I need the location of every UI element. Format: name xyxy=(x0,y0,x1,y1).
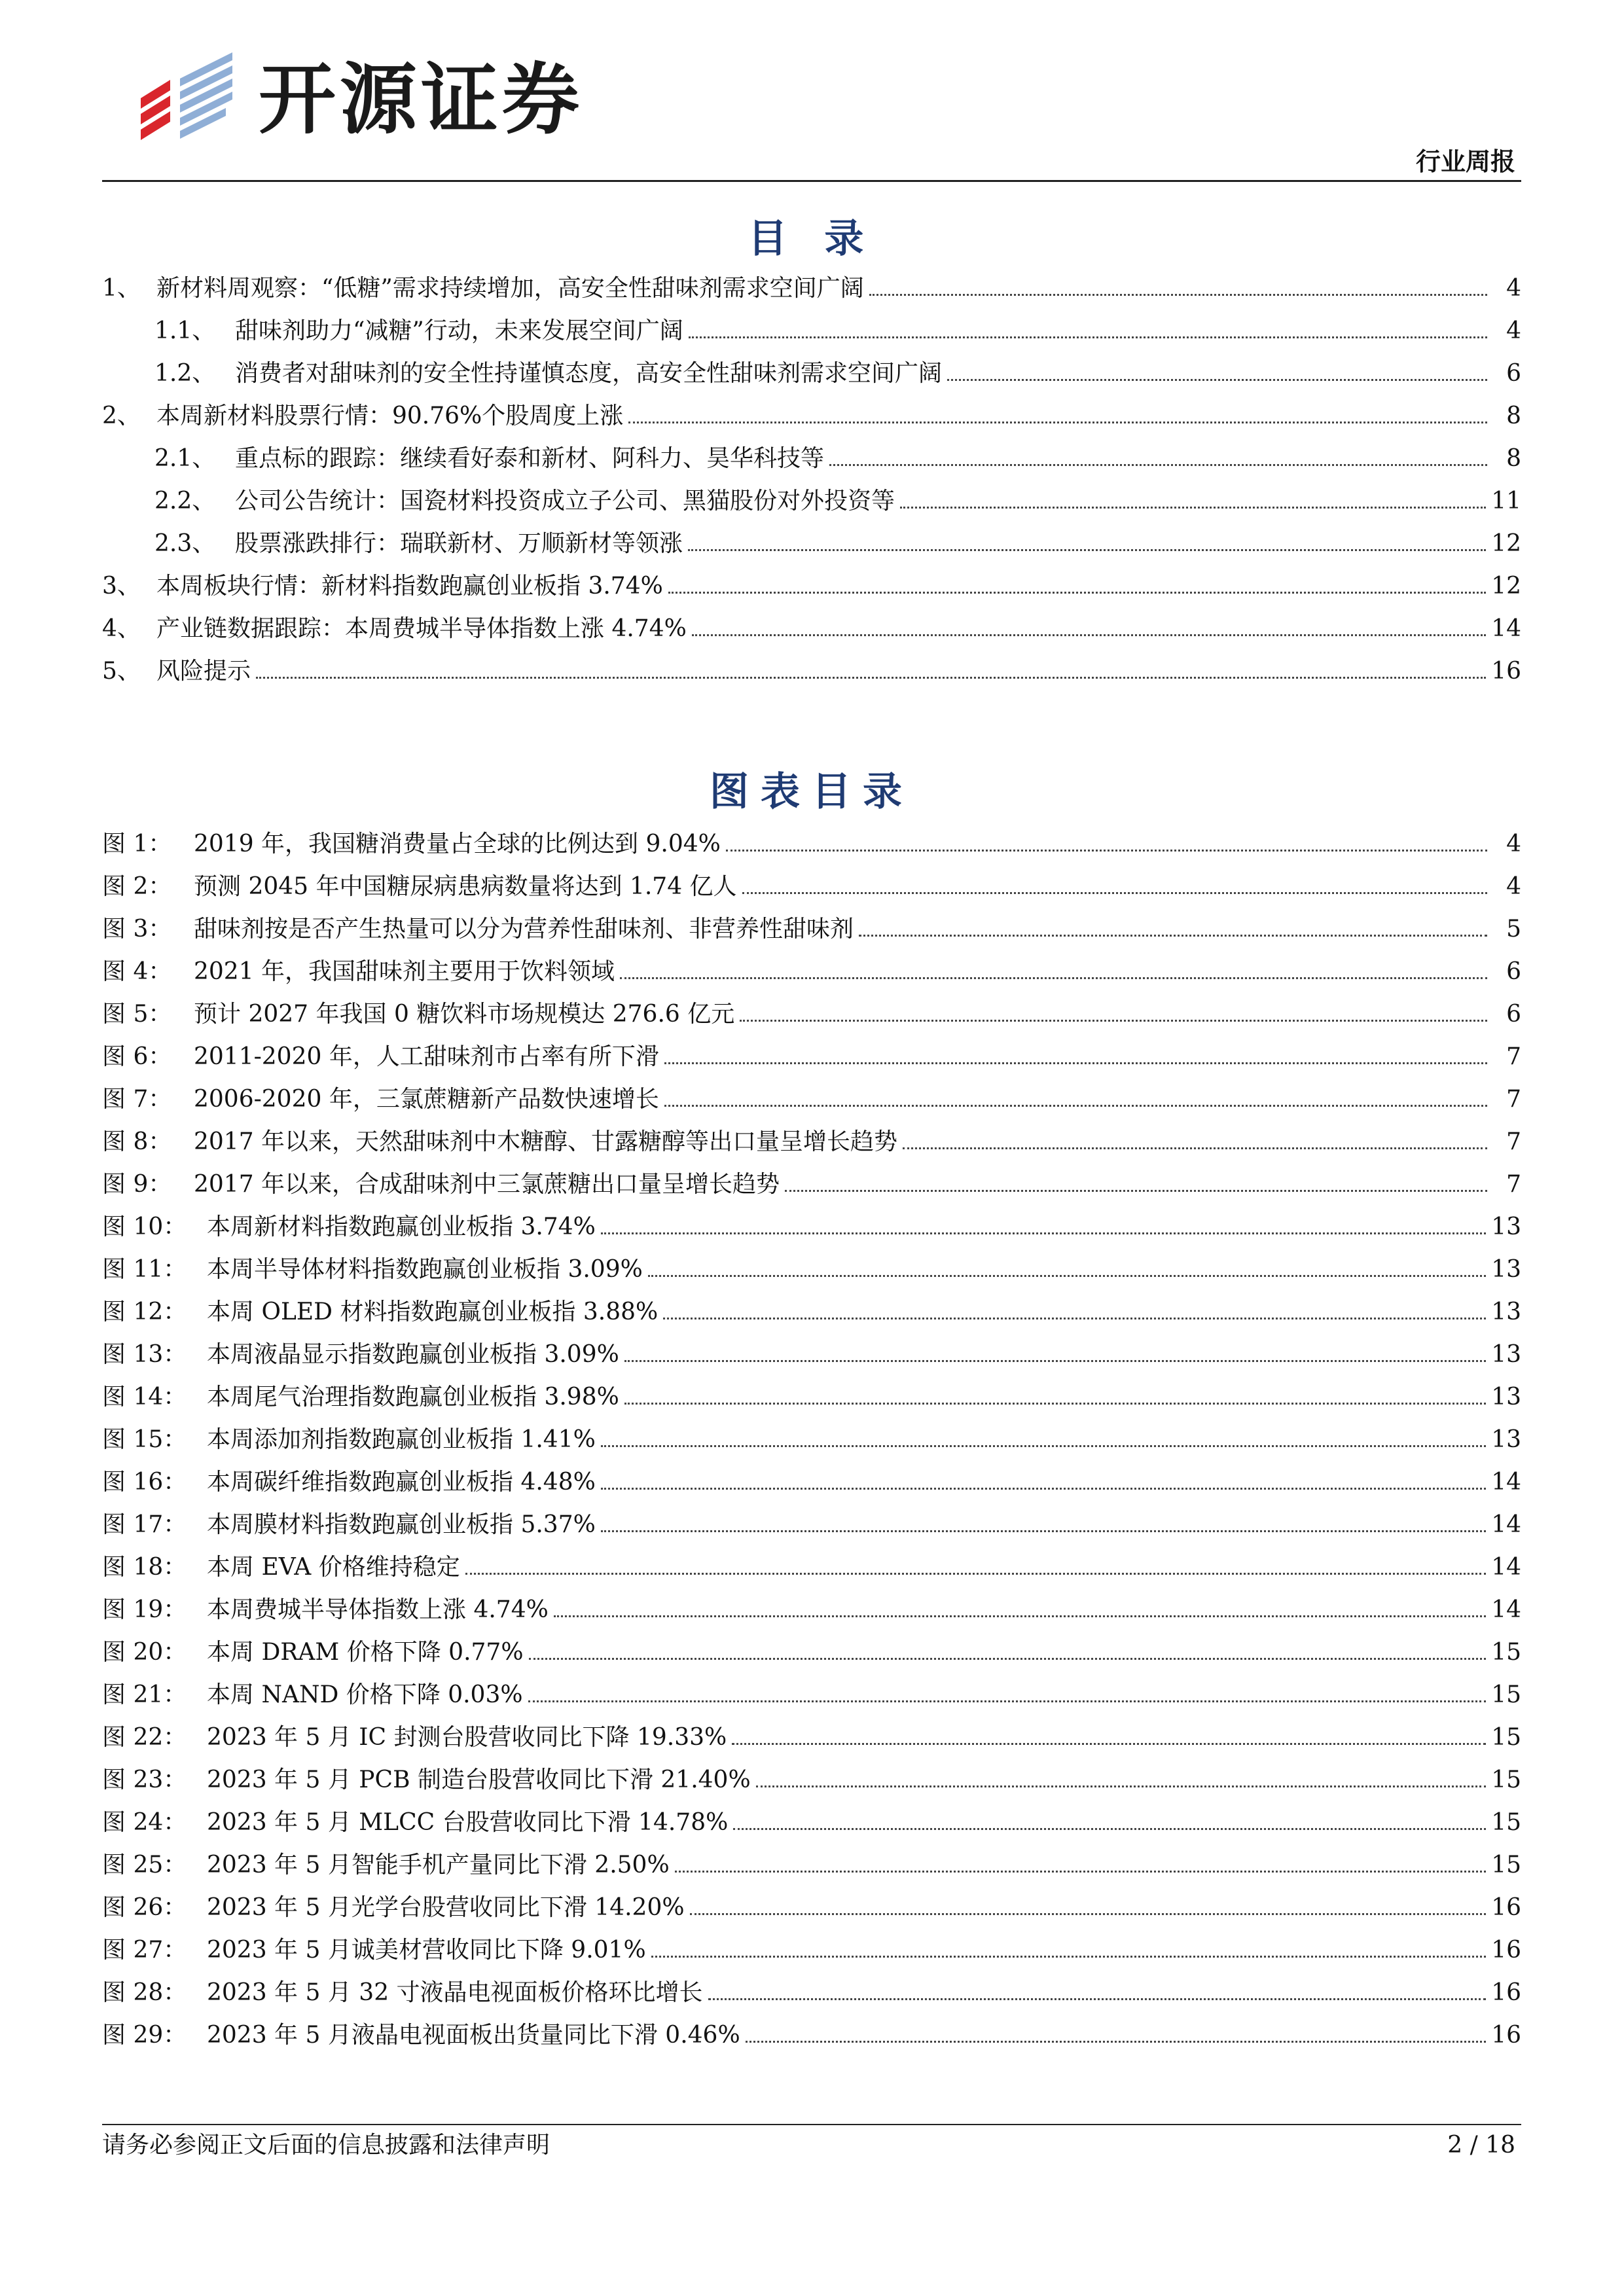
figure-entry[interactable] xyxy=(102,1801,1521,1844)
entry-page-number: 14 xyxy=(1491,1553,1521,1581)
entry-page-number: 16 xyxy=(1491,1893,1521,1921)
entry-page-number: 5 xyxy=(1506,915,1521,942)
entry-title[interactable]: 2023 年 5 月光学台股营收同比下滑 14.20% xyxy=(207,1893,685,1921)
dot-leader xyxy=(529,1658,1487,1660)
entry-title[interactable]: 本周碳纤维指数跑赢创业板指 4.48% xyxy=(207,1468,596,1496)
kaiyuan-logo-icon xyxy=(134,52,239,144)
toc-title: 目 录 xyxy=(748,216,876,262)
dot-leader xyxy=(648,1275,1486,1277)
figure-entry[interactable] xyxy=(102,1291,1521,1333)
dot-leader xyxy=(465,1573,1486,1575)
entry-page-number: 8 xyxy=(1506,402,1521,429)
dot-leader xyxy=(601,1488,1486,1490)
entry-title[interactable]: 本周 NAND 价格下降 0.03% xyxy=(207,1681,523,1708)
entry-number: 图 22： xyxy=(102,1723,187,1751)
entry-page-number: 15 xyxy=(1491,1851,1521,1878)
entry-page-number: 7 xyxy=(1506,1085,1521,1113)
entry-number: 1、 xyxy=(102,274,141,302)
entry-title[interactable]: 公司公告统计：国瓷材料投资成立子公司、黑猫股份对外投资等 xyxy=(235,487,895,514)
dot-leader xyxy=(708,1998,1487,2000)
entry-page-number: 4 xyxy=(1506,830,1521,857)
entry-page-number: 4 xyxy=(1506,317,1521,344)
dot-leader xyxy=(869,294,1487,296)
dot-leader xyxy=(688,549,1486,551)
dot-leader xyxy=(746,2041,1487,2043)
entry-number: 图 25： xyxy=(102,1851,187,1878)
entry-title[interactable]: 新材料周观察：“低糖”需求持续增加，高安全性甜味剂需求空间广阔 xyxy=(156,274,864,302)
dot-leader xyxy=(601,1445,1486,1447)
dot-leader xyxy=(689,336,1487,338)
entry-page-number: 16 xyxy=(1491,1936,1521,1964)
entry-number: 1.1、 xyxy=(154,317,216,344)
entry-number: 图 3： xyxy=(102,915,172,942)
entry-page-number: 14 xyxy=(1491,1511,1521,1538)
dot-leader xyxy=(756,1785,1487,1787)
entry-page-number: 14 xyxy=(1491,615,1521,642)
figure-entry[interactable] xyxy=(102,1503,1521,1546)
dot-leader xyxy=(742,892,1487,894)
entry-title[interactable]: 2023 年 5 月 32 寸液晶电视面板价格环比增长 xyxy=(207,1979,703,2006)
entry-number: 图 14： xyxy=(102,1383,187,1410)
entry-title[interactable]: 预计 2027 年我国 0 糖饮料市场规模达 276.6 亿元 xyxy=(194,1000,735,1028)
table-of-contents xyxy=(102,267,1521,692)
entry-number: 图 23： xyxy=(102,1766,187,1793)
entry-page-number: 12 xyxy=(1491,529,1521,557)
entry-number: 图 26： xyxy=(102,1893,187,1921)
entry-title[interactable]: 本周膜材料指数跑赢创业板指 5.37% xyxy=(207,1511,596,1538)
dot-leader xyxy=(726,850,1487,852)
entry-number: 图 4： xyxy=(102,958,172,985)
toc-entry[interactable] xyxy=(102,267,1521,310)
figure-entry[interactable] xyxy=(102,1716,1521,1759)
figure-entry[interactable] xyxy=(102,865,1521,908)
entry-page-number: 6 xyxy=(1506,958,1521,985)
dot-leader xyxy=(528,1700,1487,1702)
entry-page-number: 11 xyxy=(1491,487,1521,514)
figures-title: 图表目录 xyxy=(710,769,914,815)
entry-number: 2.2、 xyxy=(154,487,216,514)
footer-divider xyxy=(102,2124,1521,2125)
figure-entry[interactable] xyxy=(102,908,1521,950)
entry-title[interactable]: 股票涨跌排行：瑞联新材、万顺新材等领涨 xyxy=(235,529,683,557)
entry-title[interactable]: 本周半导体材料指数跑赢创业板指 3.09% xyxy=(207,1255,643,1283)
entry-page-number: 6 xyxy=(1506,1000,1521,1028)
entry-page-number: 4 xyxy=(1506,872,1521,900)
dot-leader xyxy=(620,977,1487,979)
entry-title[interactable]: 2021 年，我国甜味剂主要用于饮料领域 xyxy=(194,958,615,985)
entry-number: 图 21： xyxy=(102,1681,187,1708)
entry-title[interactable]: 甜味剂按是否产生热量可以分为营养性甜味剂、非营养性甜味剂 xyxy=(194,915,854,942)
report-type-label: 行业周报 xyxy=(1415,147,1515,176)
toc-entry[interactable] xyxy=(102,480,1521,522)
figure-entry[interactable] xyxy=(102,1035,1521,1078)
entry-title[interactable]: 2006-2020 年，三氯蔗糖新产品数快速增长 xyxy=(194,1085,659,1113)
figure-entry[interactable] xyxy=(102,1206,1521,1248)
entry-number: 图 16： xyxy=(102,1468,187,1496)
dot-leader xyxy=(624,1360,1486,1362)
figure-entry[interactable] xyxy=(102,950,1521,993)
entry-page-number: 15 xyxy=(1491,1766,1521,1793)
entry-title[interactable]: 重点标的跟踪：继续看好泰和新材、阿科力、昊华科技等 xyxy=(235,444,825,472)
entry-number: 3、 xyxy=(102,572,141,600)
dot-leader xyxy=(675,1871,1487,1873)
figure-entry[interactable] xyxy=(102,1546,1521,1588)
figure-entry[interactable] xyxy=(102,1248,1521,1291)
entry-title[interactable]: 2023 年 5 月智能手机产量同比下滑 2.50% xyxy=(207,1851,670,1878)
entry-title[interactable]: 2023 年 5 月诚美材营收同比下降 9.01% xyxy=(207,1936,646,1964)
entry-page-number: 15 xyxy=(1491,1723,1521,1751)
disclaimer-text: 请务必参阅正文后面的信息披露和法律声明 xyxy=(102,2132,550,2159)
toc-entry[interactable] xyxy=(102,395,1521,437)
entry-title[interactable]: 本周液晶显示指数跑赢创业板指 3.09% xyxy=(207,1340,619,1368)
entry-title[interactable]: 2011-2020 年，人工甜味剂市占率有所下滑 xyxy=(194,1043,659,1070)
entry-number: 图 20： xyxy=(102,1638,187,1666)
dot-leader xyxy=(785,1190,1487,1192)
entry-page-number: 15 xyxy=(1491,1808,1521,1836)
entry-page-number: 16 xyxy=(1491,2021,1521,2049)
figure-entry[interactable] xyxy=(102,2014,1521,2056)
entry-page-number: 6 xyxy=(1506,359,1521,387)
dot-leader xyxy=(692,634,1486,636)
entry-title[interactable]: 产业链数据跟踪：本周费城半导体指数上涨 4.74% xyxy=(156,615,687,642)
entry-number: 图 1： xyxy=(102,830,172,857)
dot-leader xyxy=(732,1743,1486,1745)
figure-entry[interactable] xyxy=(102,1418,1521,1461)
entry-number: 图 5： xyxy=(102,1000,172,1028)
entry-page-number: 7 xyxy=(1506,1043,1521,1070)
entry-page-number: 13 xyxy=(1491,1298,1521,1325)
entry-page-number: 13 xyxy=(1491,1426,1521,1453)
entry-number: 图 7： xyxy=(102,1085,172,1113)
entry-title[interactable]: 消费者对甜味剂的安全性持谨慎态度，高安全性甜味剂需求空间广阔 xyxy=(235,359,943,387)
entry-page-number: 14 xyxy=(1491,1468,1521,1496)
figure-entry[interactable] xyxy=(102,1163,1521,1206)
entry-title[interactable]: 预测 2045 年中国糖尿病患病数量将达到 1.74 亿人 xyxy=(194,872,737,900)
dot-leader xyxy=(664,1062,1487,1064)
entry-number: 图 11： xyxy=(102,1255,187,1283)
figure-entry[interactable] xyxy=(102,1333,1521,1376)
entry-page-number: 15 xyxy=(1491,1638,1521,1666)
dot-leader xyxy=(664,1105,1487,1107)
entry-number: 图 29： xyxy=(102,2021,187,2049)
toc-entry[interactable] xyxy=(102,522,1521,565)
entry-number: 图 19： xyxy=(102,1596,187,1623)
dot-leader xyxy=(668,592,1486,594)
entry-number: 1.2、 xyxy=(154,359,216,387)
entry-title[interactable]: 本周 EVA 价格维持稳定 xyxy=(207,1553,460,1581)
entry-number: 图 27： xyxy=(102,1936,187,1964)
entry-title[interactable]: 2019 年，我国糖消费量占全球的比例达到 9.04% xyxy=(194,830,721,857)
entry-title[interactable]: 本周新材料股票行情：90.76%个股周度上涨 xyxy=(156,402,624,429)
figure-entry[interactable] xyxy=(102,1759,1521,1801)
entry-number: 图 6： xyxy=(102,1043,172,1070)
figure-entry[interactable] xyxy=(102,1121,1521,1163)
entry-title[interactable]: 本周新材料指数跑赢创业板指 3.74% xyxy=(207,1213,596,1240)
entry-number: 图 13： xyxy=(102,1340,187,1368)
entry-number: 2.3、 xyxy=(154,529,216,557)
entry-title[interactable]: 本周费城半导体指数上涨 4.74% xyxy=(207,1596,549,1623)
figure-entry[interactable] xyxy=(102,1844,1521,1886)
entry-page-number: 13 xyxy=(1491,1255,1521,1283)
page-header xyxy=(0,0,1624,183)
entry-title[interactable]: 本周尾气治理指数跑赢创业板指 3.98% xyxy=(207,1383,619,1410)
entry-page-number: 8 xyxy=(1506,444,1521,472)
entry-page-number: 16 xyxy=(1491,657,1521,685)
entry-page-number: 12 xyxy=(1491,572,1521,600)
entry-page-number: 7 xyxy=(1506,1128,1521,1155)
figure-list xyxy=(102,823,1521,2056)
entry-number: 图 9： xyxy=(102,1170,172,1198)
dot-leader xyxy=(628,422,1487,423)
entry-title[interactable]: 本周板块行情：新材料指数跑赢创业板指 3.74% xyxy=(156,572,663,600)
entry-title[interactable]: 风险提示 xyxy=(156,657,251,685)
toc-entry[interactable] xyxy=(102,650,1521,692)
entry-title[interactable]: 2023 年 5 月液晶电视面板出货量同比下滑 0.46% xyxy=(207,2021,740,2049)
dot-leader xyxy=(733,1828,1486,1830)
entry-number: 2.1、 xyxy=(154,444,216,472)
entry-page-number: 13 xyxy=(1491,1340,1521,1368)
entry-page-number: 13 xyxy=(1491,1213,1521,1240)
entry-number: 图 12： xyxy=(102,1298,187,1325)
dot-leader xyxy=(740,1020,1487,1022)
entry-title[interactable]: 本周 DRAM 价格下降 0.77% xyxy=(207,1638,524,1666)
dot-leader xyxy=(947,379,1487,381)
entry-number: 4、 xyxy=(102,615,141,642)
dot-leader xyxy=(903,1147,1487,1149)
figure-entry[interactable] xyxy=(102,1631,1521,1674)
dot-leader xyxy=(256,677,1486,679)
entry-title[interactable]: 2023 年 5 月 MLCC 台股营收同比下滑 14.78% xyxy=(207,1808,729,1836)
entry-title[interactable]: 2017 年以来，合成甜味剂中三氯蔗糖出口量呈增长趋势 xyxy=(194,1170,780,1198)
entry-number: 图 10： xyxy=(102,1213,187,1240)
dot-leader xyxy=(554,1615,1486,1617)
entry-page-number: 13 xyxy=(1491,1383,1521,1410)
figure-entry[interactable] xyxy=(102,993,1521,1035)
entry-title[interactable]: 2023 年 5 月 IC 封测台股营收同比下降 19.33% xyxy=(207,1723,727,1751)
entry-page-number: 14 xyxy=(1491,1596,1521,1623)
dot-leader xyxy=(624,1403,1486,1405)
entry-title[interactable]: 2023 年 5 月 PCB 制造台股营收同比下滑 21.40% xyxy=(207,1766,751,1793)
toc-entry[interactable] xyxy=(102,310,1521,352)
figure-entry[interactable] xyxy=(102,1674,1521,1716)
dot-leader xyxy=(663,1318,1486,1319)
dot-leader xyxy=(900,507,1486,509)
toc-entry[interactable] xyxy=(102,352,1521,395)
entry-number: 2、 xyxy=(102,402,141,429)
entry-number: 图 8： xyxy=(102,1128,172,1155)
page-number: 2 / 18 xyxy=(1447,2132,1515,2159)
entry-number: 图 28： xyxy=(102,1979,187,2006)
entry-number: 5、 xyxy=(102,657,141,685)
toc-entry[interactable] xyxy=(102,565,1521,607)
entry-page-number: 15 xyxy=(1491,1681,1521,1708)
entry-number: 图 24： xyxy=(102,1808,187,1836)
entry-number: 图 18： xyxy=(102,1553,187,1581)
brand-name: 开源证券 xyxy=(259,54,584,145)
dot-leader xyxy=(601,1530,1486,1532)
figure-entry[interactable] xyxy=(102,1588,1521,1631)
dot-leader xyxy=(601,1232,1486,1234)
dot-leader xyxy=(651,1956,1487,1958)
figure-entry[interactable] xyxy=(102,1971,1521,2014)
figure-entry[interactable] xyxy=(102,1929,1521,1971)
toc-entry[interactable] xyxy=(102,437,1521,480)
entry-title[interactable]: 甜味剂助力“减糖”行动，未来发展空间广阔 xyxy=(235,317,683,344)
entry-number: 图 2： xyxy=(102,872,172,900)
figure-entry[interactable] xyxy=(102,1886,1521,1929)
entry-number: 图 15： xyxy=(102,1426,187,1453)
figure-entry[interactable] xyxy=(102,1376,1521,1418)
entry-page-number: 16 xyxy=(1491,1979,1521,2006)
entry-page-number: 7 xyxy=(1506,1170,1521,1198)
figure-entry[interactable] xyxy=(102,1078,1521,1121)
entry-title[interactable]: 本周添加剂指数跑赢创业板指 1.41% xyxy=(207,1426,596,1453)
figure-entry[interactable] xyxy=(102,1461,1521,1503)
entry-title[interactable]: 本周 OLED 材料指数跑赢创业板指 3.88% xyxy=(207,1298,659,1325)
toc-entry[interactable] xyxy=(102,607,1521,650)
entry-number: 图 17： xyxy=(102,1511,187,1538)
entry-page-number: 4 xyxy=(1506,274,1521,302)
dot-leader xyxy=(829,464,1487,466)
entry-title[interactable]: 2017 年以来，天然甜味剂中木糖醇、甘露糖醇等出口量呈增长趋势 xyxy=(194,1128,898,1155)
dot-leader xyxy=(690,1913,1487,1915)
figure-entry[interactable] xyxy=(102,823,1521,865)
dot-leader xyxy=(859,935,1487,937)
header-divider xyxy=(102,180,1521,182)
